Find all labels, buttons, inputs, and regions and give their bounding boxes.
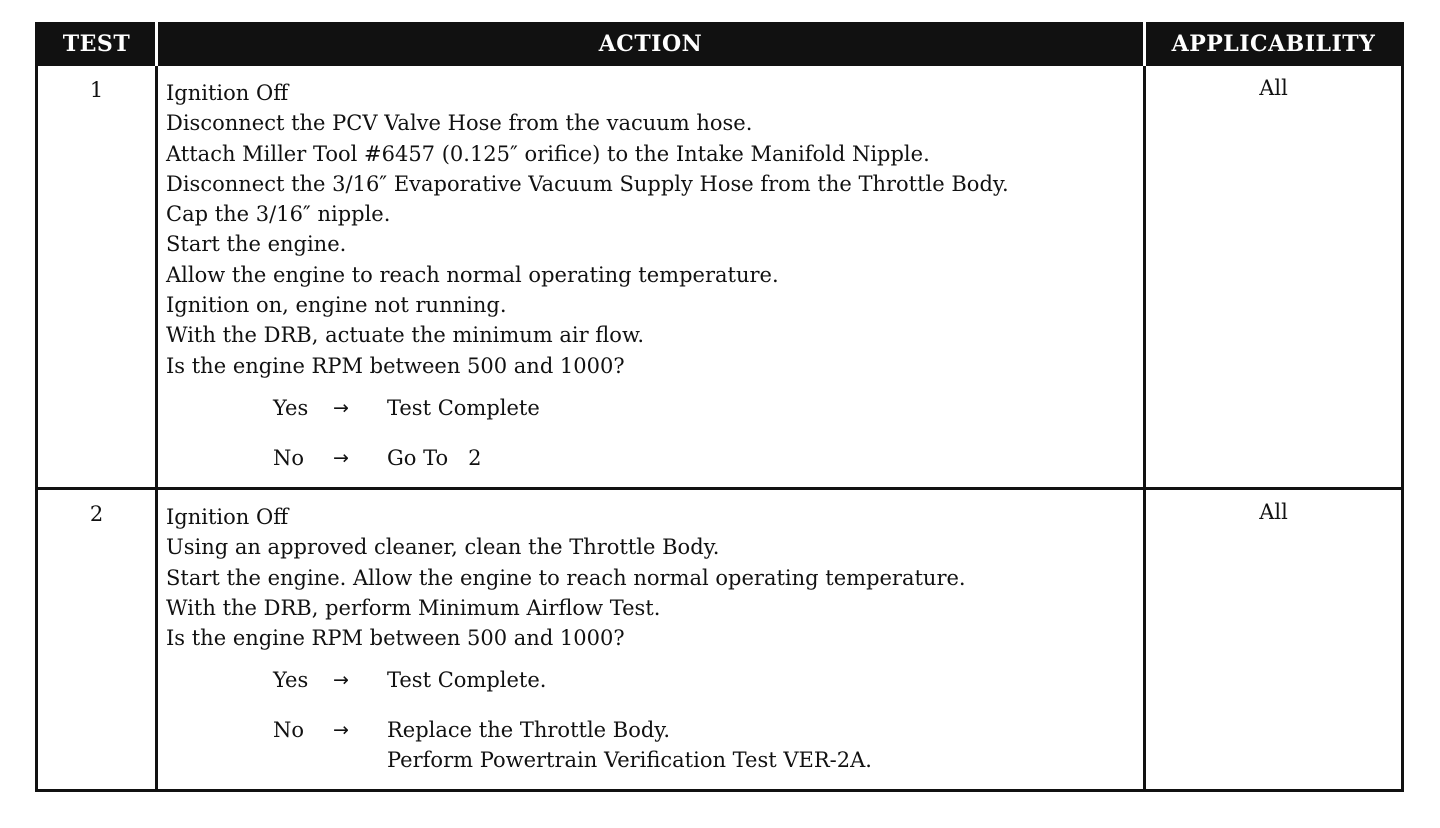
action-step: Disconnect the 3/16″ Evaporative Vacuum Supply Hose from the Throttle Body. <box>166 171 1009 196</box>
outcome-list <box>166 393 1143 473</box>
test-number: 1 <box>37 65 157 489</box>
right-arrow-icon: → <box>333 719 349 742</box>
action-step: Attach Miller Tool #6457 (0.125″ orifice) to the Intake Manifold Nipple. <box>166 141 930 166</box>
header-test: TEST <box>37 24 157 65</box>
action-step: With the DRB, actuate the minimum air flow. <box>166 323 645 348</box>
action-step: Ignition on, engine not running. <box>166 293 507 318</box>
outcome-result-line: Test Complete. <box>387 668 547 693</box>
diagnostic-test-table <box>35 22 1404 792</box>
test-row-2 <box>37 489 1403 791</box>
right-arrow-icon: → <box>333 669 349 692</box>
outcome-result-line: Test Complete <box>387 395 540 420</box>
action-question: Is the engine RPM between 500 and 1000? <box>166 353 625 378</box>
action-step: Disconnect the PCV Valve Hose from the vacuum hose. <box>166 111 753 136</box>
action-step: Ignition Off <box>166 505 289 529</box>
outcome-label: Yes <box>273 668 309 693</box>
right-arrow-icon: → <box>333 396 349 419</box>
outcome-label: Yes <box>273 395 309 420</box>
outcome-result-line: Perform Powertrain Verification Test VER-2A. <box>387 748 872 773</box>
action-step: Cap the 3/16″ nipple. <box>166 202 391 227</box>
action-step: Allow the engine to reach normal operating temperature. <box>166 262 779 287</box>
header-row <box>37 24 1403 65</box>
right-arrow-icon: → <box>333 446 349 469</box>
outcome-label: No <box>273 445 305 470</box>
outcome-list <box>166 665 1143 775</box>
applicability-value: All <box>1145 489 1403 791</box>
outcome-result-line: Replace the Throttle Body. <box>387 718 671 743</box>
outcome-label: No <box>273 718 305 743</box>
action-question: Is the engine RPM between 500 and 1000? <box>166 626 625 651</box>
action-cell <box>157 489 1145 791</box>
outcome-result <box>387 715 872 775</box>
action-step: Start the engine. Allow the engine to reach normal operating temperature. <box>166 565 966 590</box>
outcome-yes <box>273 393 1143 423</box>
header-applicability: APPLICABILITY <box>1145 24 1403 65</box>
outcome-no <box>273 443 1143 473</box>
test-row-1 <box>37 65 1403 489</box>
header-action: ACTION <box>157 24 1145 65</box>
outcome-yes <box>273 665 1143 695</box>
outcome-result <box>387 443 482 473</box>
action-step: Start the engine. <box>166 232 347 257</box>
action-step: Using an approved cleaner, clean the Throttle Body. <box>166 535 720 560</box>
applicability-value: All <box>1145 65 1403 489</box>
action-step: Ignition Off <box>166 81 289 105</box>
outcome-result-line: Go To 2 <box>387 445 482 470</box>
action-cell <box>157 65 1145 489</box>
action-step: With the DRB, perform Minimum Airflow Test. <box>166 595 661 620</box>
outcome-result <box>387 393 540 423</box>
outcome-result <box>387 665 546 695</box>
outcome-no <box>273 715 1143 775</box>
test-number: 2 <box>37 489 157 791</box>
